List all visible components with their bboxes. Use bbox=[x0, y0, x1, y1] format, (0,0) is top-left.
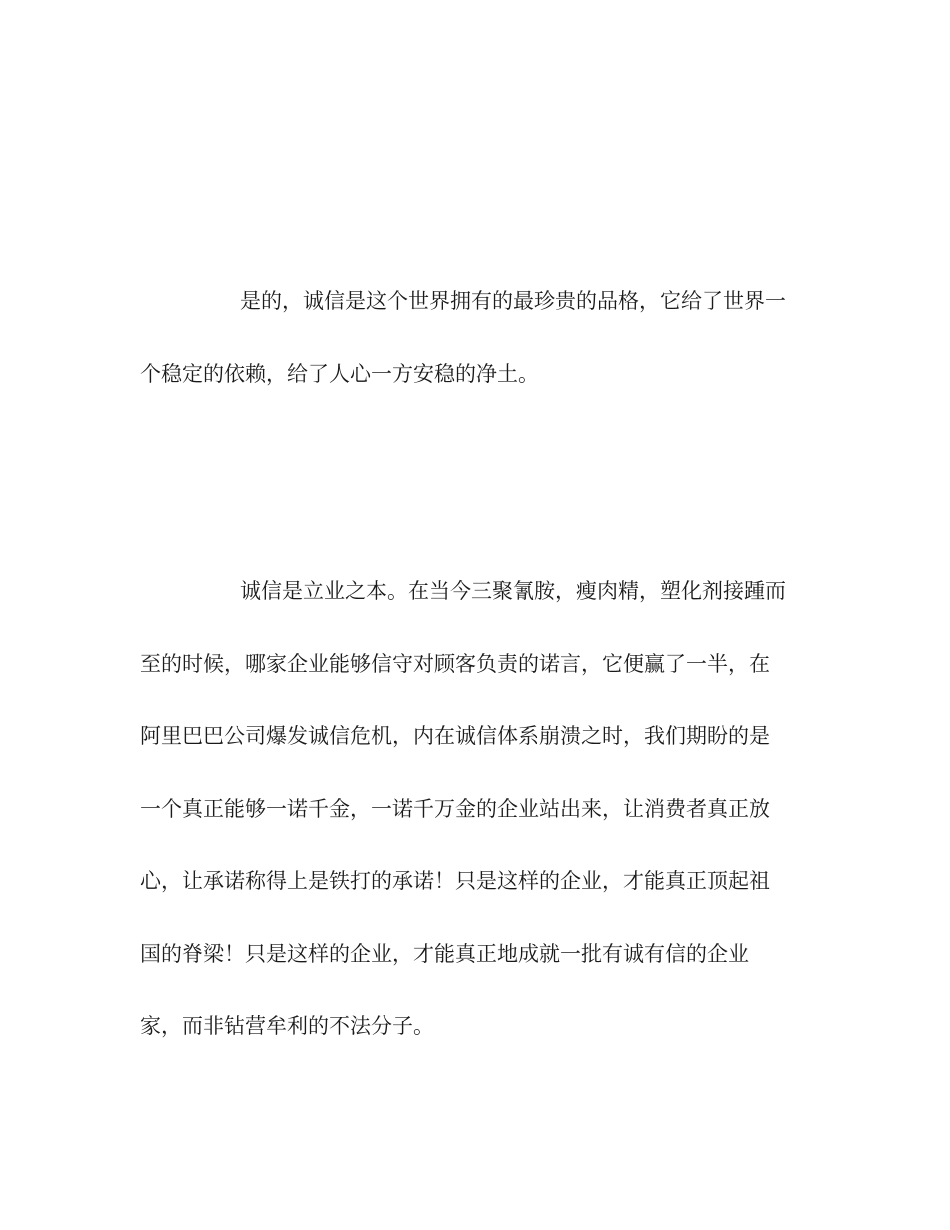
paragraph-2-line-4: 一个真正能够一诺千金，一诺千万金的企业站出来，让消费者真正放 bbox=[140, 797, 770, 821]
paragraph-2-line-7: 家，而非钻营牟利的不法分子。 bbox=[140, 1014, 434, 1038]
paragraph-1-line-2: 个稳定的依赖，给了人心一方安稳的净土。 bbox=[140, 362, 539, 386]
paragraph-1-line-1: 是的，诚信是这个世界拥有的最珍贵的品格，它给了世界一 bbox=[240, 289, 786, 313]
paragraph-2-line-5: 心，让承诺称得上是铁打的承诺！只是这样的企业，才能真正顶起祖 bbox=[140, 869, 770, 893]
paragraph-2-line-1: 诚信是立业之本。在当今三聚氰胺，瘦肉精，塑化剂接踵而 bbox=[240, 579, 786, 603]
paragraph-2-line-6: 国的脊梁！只是这样的企业，才能真正地成就一批有诚有信的企业 bbox=[140, 942, 749, 966]
paragraph-2-line-2: 至的时候，哪家企业能够信守对顾客负责的诺言，它便赢了一半，在 bbox=[140, 652, 770, 676]
paragraph-2-line-3: 阿里巴巴公司爆发诚信危机，内在诚信体系崩溃之时，我们期盼的是 bbox=[140, 724, 770, 748]
